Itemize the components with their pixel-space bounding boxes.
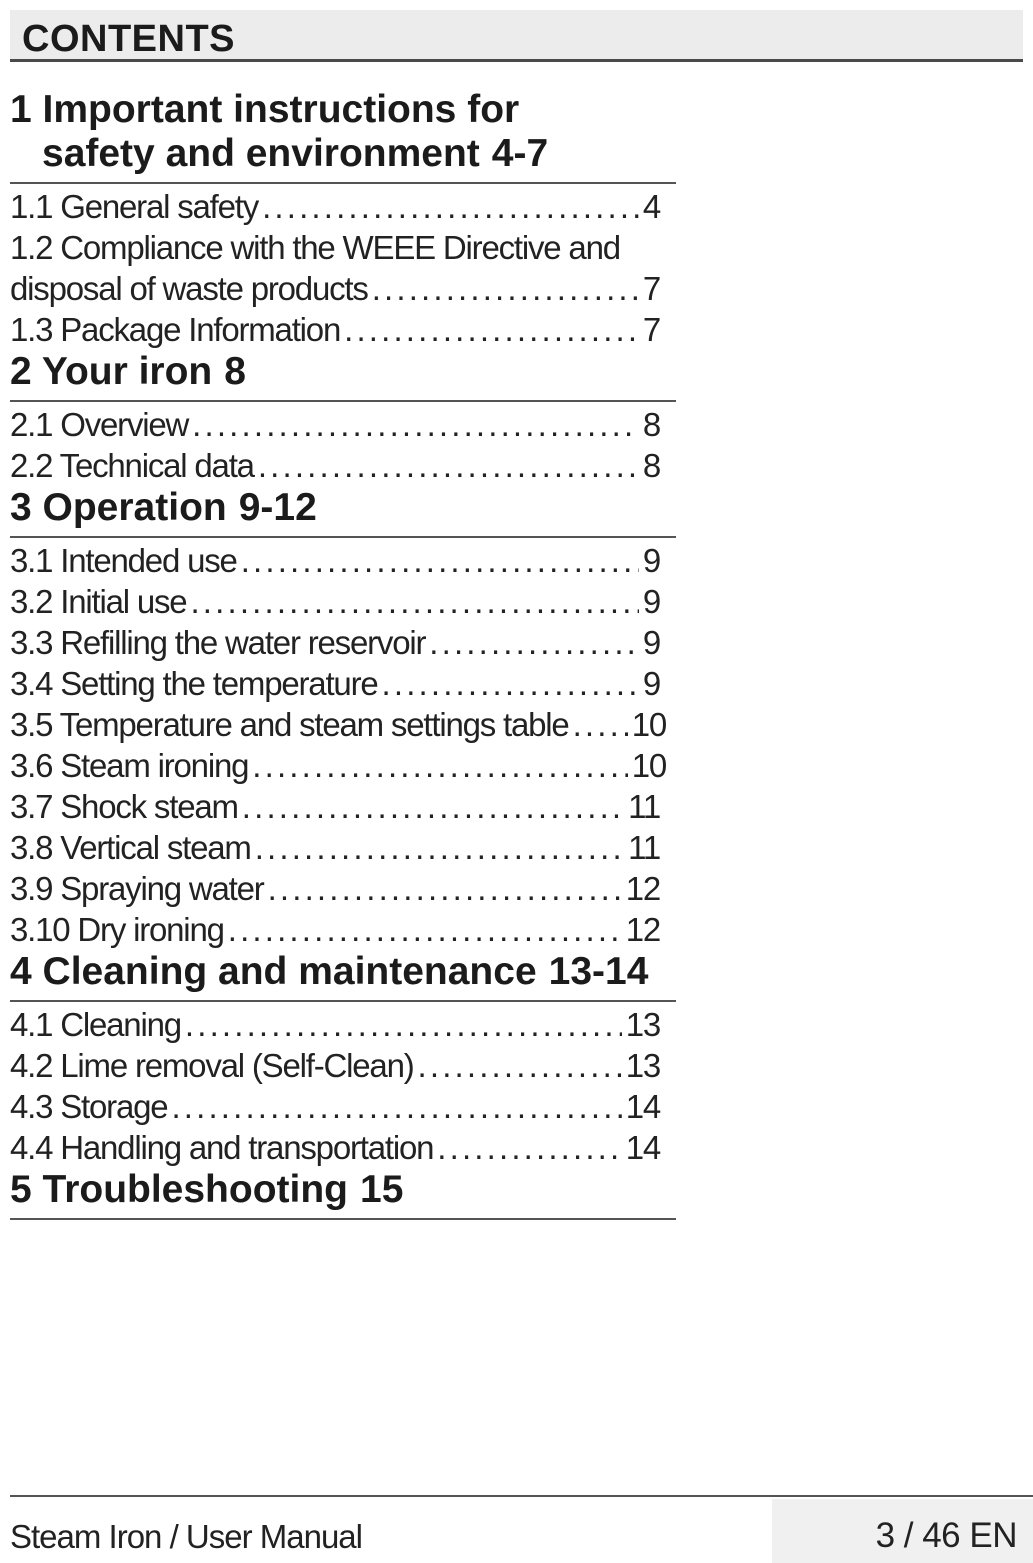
chapter-pages: 13-14 [548, 950, 649, 993]
dot-leader [252, 745, 627, 786]
entry-label: 2.1 Overview [10, 406, 189, 443]
dot-leader [268, 868, 622, 909]
footer-product-name: Steam Iron / User Manual [10, 1518, 362, 1555]
dot-leader [344, 309, 639, 350]
entry-page: 14 [625, 1088, 660, 1125]
entry-label: 4.3 Storage [10, 1088, 168, 1125]
chapter-title-line1: 1 Important instructions for [10, 88, 520, 131]
toc-entry[interactable] [10, 868, 660, 909]
entry-page: 13 [625, 1047, 660, 1084]
dot-leader [437, 1127, 621, 1168]
entry-page: 7 [642, 270, 660, 307]
entry-label: disposal of waste products [10, 270, 368, 307]
entry-label: 2.2 Technical data [10, 447, 254, 484]
entry-label: 3.7 Shock steam [10, 788, 238, 825]
entry-label: 4.4 Handling and transportation [10, 1129, 434, 1166]
entry-page: 11 [628, 788, 660, 825]
entry-page: 9 [642, 583, 660, 620]
chapter-heading[interactable] [10, 350, 676, 402]
dot-leader [255, 827, 624, 868]
entry-label: 3.3 Refilling the water reservoir [10, 624, 426, 661]
footer-divider [10, 1495, 1033, 1497]
toc-entry[interactable] [10, 1127, 660, 1168]
entry-label: 3.4 Setting the temperature [10, 665, 378, 702]
entry-page: 9 [642, 665, 660, 702]
entry-label: 4.1 Cleaning [10, 1006, 181, 1043]
entry-label: 3.8 Vertical steam [10, 829, 251, 866]
entry-label: 3.9 Spraying water [10, 870, 264, 907]
entry-page: 10 [631, 706, 666, 743]
contents-header [10, 10, 1023, 62]
toc-entry[interactable] [10, 1045, 660, 1086]
toc-entry[interactable] [10, 227, 660, 309]
chapter-pages: 15 [360, 1168, 404, 1211]
chapter-heading[interactable] [10, 88, 676, 184]
entry-page: 9 [642, 542, 660, 579]
toc-entry[interactable] [10, 663, 660, 704]
dot-leader [418, 1045, 622, 1086]
entry-label-line1: 1.2 Compliance with the WEEE Directive and [10, 229, 620, 266]
entry-page: 9 [642, 624, 660, 661]
chapter-title: 2 Your iron [10, 350, 213, 393]
entry-page: 12 [625, 911, 660, 948]
dot-leader [171, 1086, 621, 1127]
entry-page: 12 [625, 870, 660, 907]
footer-page-number: 3 / 46 EN [875, 1516, 1017, 1555]
entry-label: 3.2 Initial use [10, 583, 187, 620]
chapter-title: 3 Operation [10, 486, 227, 529]
toc-entry[interactable] [10, 309, 660, 350]
toc-entry[interactable] [10, 581, 660, 622]
entry-label: 4.2 Lime removal (Self-Clean) [10, 1047, 414, 1084]
chapter-heading[interactable] [10, 950, 676, 1002]
entry-label: 1.3 Package Information [10, 311, 341, 348]
entry-page: 8 [642, 447, 660, 484]
dot-leader [228, 909, 622, 950]
entry-label: 1.1 General safety [10, 188, 259, 225]
dot-leader [262, 186, 639, 227]
dot-leader [573, 704, 628, 745]
toc-entry[interactable] [10, 827, 660, 868]
table-of-contents [10, 88, 676, 1222]
chapter-pages: 8 [224, 350, 246, 393]
dot-leader [382, 663, 639, 704]
entry-label: 3.1 Intended use [10, 542, 237, 579]
dot-leader [192, 404, 639, 445]
toc-entry[interactable] [10, 404, 660, 445]
toc-chapter-2 [10, 350, 676, 486]
entry-page: 14 [625, 1129, 660, 1166]
chapter-heading[interactable] [10, 486, 676, 538]
toc-entry[interactable] [10, 909, 660, 950]
toc-entry[interactable] [10, 704, 666, 745]
chapter-title: 5 Troubleshooting [10, 1168, 348, 1211]
entry-page: 11 [628, 829, 660, 866]
dot-leader [429, 622, 639, 663]
dot-leader [258, 445, 639, 486]
entry-page: 13 [625, 1006, 660, 1043]
chapter-pages: 4-7 [491, 132, 549, 175]
entry-page: 7 [642, 311, 660, 348]
toc-chapter-4 [10, 950, 676, 1168]
dot-leader [190, 581, 638, 622]
dot-leader [242, 786, 624, 827]
page-title: CONTENTS [22, 18, 235, 60]
toc-chapter-3 [10, 486, 676, 950]
chapter-pages: 9-12 [238, 486, 317, 529]
toc-entry[interactable] [10, 540, 660, 581]
toc-entry[interactable] [10, 1004, 660, 1045]
toc-entry[interactable] [10, 445, 660, 486]
entry-page: 8 [642, 406, 660, 443]
entry-label: 3.5 Temperature and steam settings table [10, 706, 569, 743]
chapter-heading[interactable] [10, 1168, 676, 1220]
entry-page: 10 [631, 747, 666, 784]
toc-chapter-5 [10, 1168, 676, 1220]
chapter-title-line2: safety and environment [42, 132, 480, 175]
toc-entry[interactable] [10, 1086, 660, 1127]
entry-page: 4 [642, 188, 660, 225]
toc-entry[interactable] [10, 786, 660, 827]
toc-entry[interactable] [10, 622, 660, 663]
dot-leader [185, 1004, 622, 1045]
toc-chapter-1 [10, 88, 676, 350]
entry-label: 3.6 Steam ironing [10, 747, 249, 784]
toc-entry[interactable] [10, 745, 666, 786]
toc-entry[interactable] [10, 186, 660, 227]
entry-label: 3.10 Dry ironing [10, 911, 224, 948]
dot-leader [372, 268, 639, 309]
dot-leader [241, 540, 639, 581]
chapter-title: 4 Cleaning and maintenance [10, 950, 537, 993]
